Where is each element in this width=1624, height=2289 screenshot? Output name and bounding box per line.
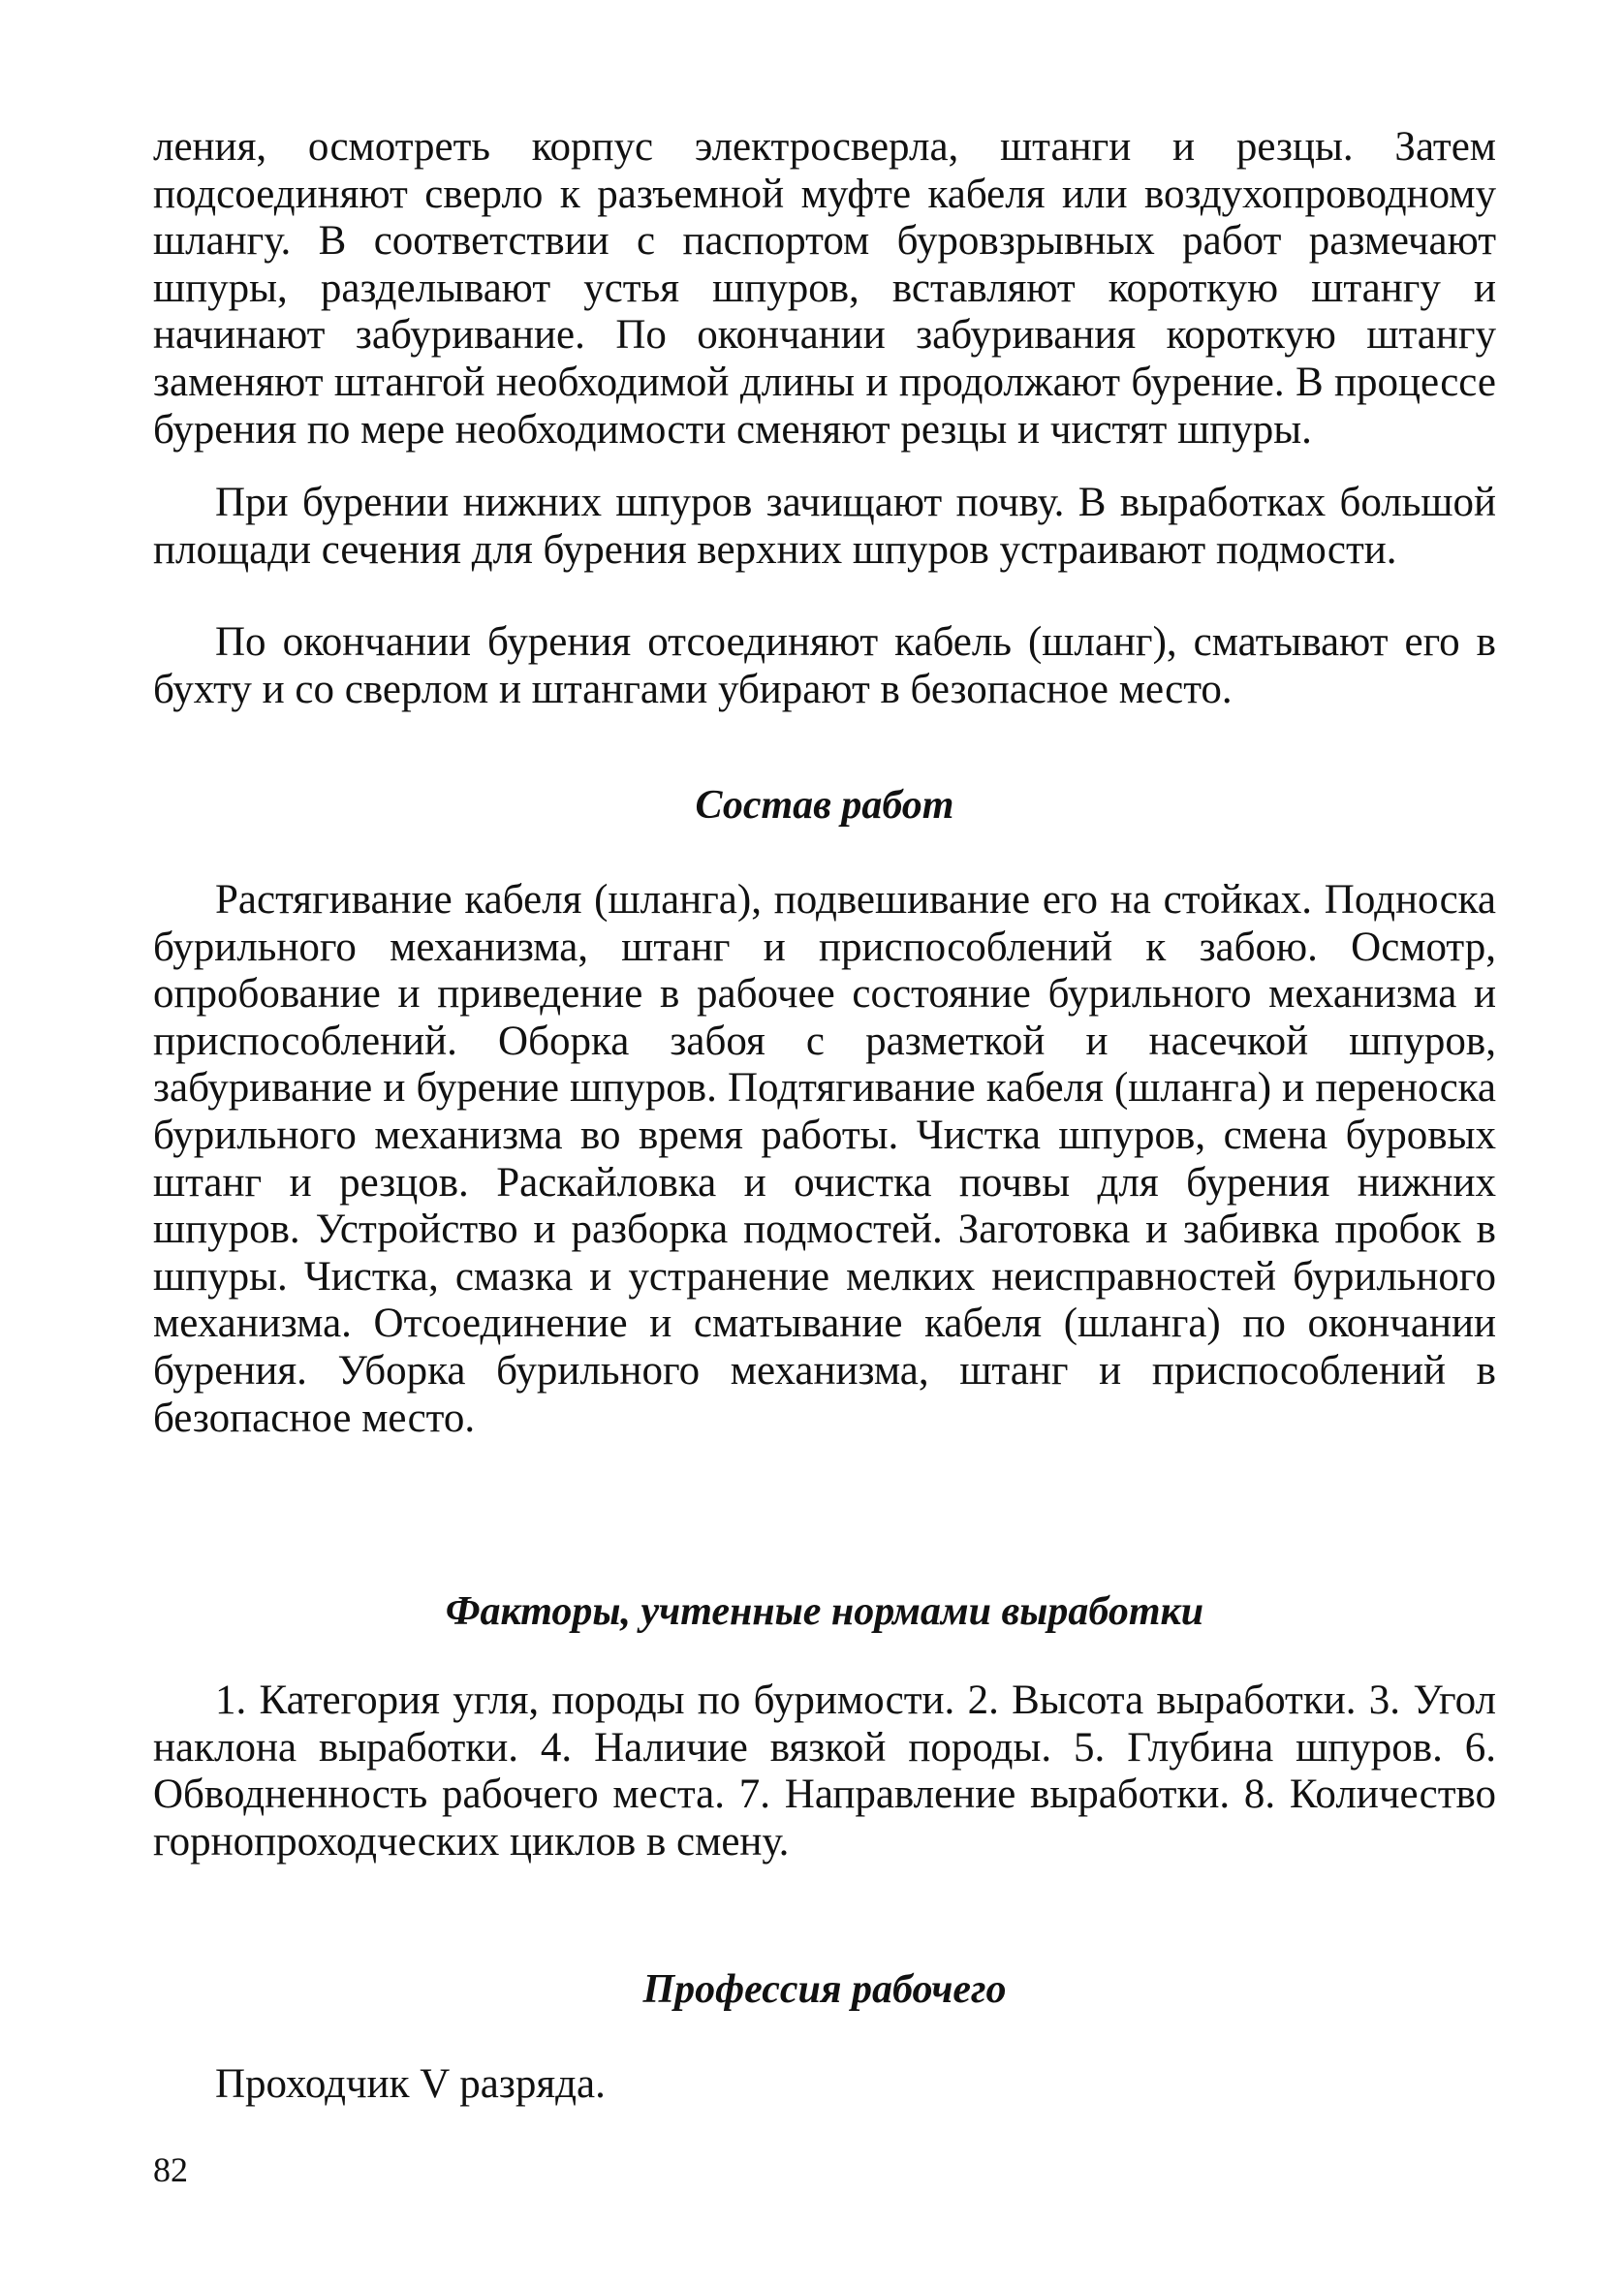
- paragraph-profession: Проходчик V разряда.: [215, 2061, 606, 2107]
- paragraph-factors: 1. Категория угля, породы по буримости. 2. Высота выработки. 3. Угол наклона выработки. 4. Наличие вязкой породы. 5. Глубина шпуров. 6. Обводненность рабочего места. 7. Направление выработки. 8. Количество горнопроходческих циклов в смену.: [153, 1678, 1496, 1865]
- section-heading-profession: Профессия рабочего: [642, 1967, 1007, 2012]
- page-number: 82: [153, 2150, 188, 2189]
- paragraph-after-drilling: По окончании бурения отсоединяют кабель (шланг), сматывают его в бухту и со сверлом и штангами убирают в безопасное место.: [153, 619, 1496, 712]
- section-heading-factors: Факторы, учтенные нормами выработки: [445, 1589, 1204, 1634]
- paragraph-work-composition: Растягивание кабеля (шланга), подвешивание его на стойках. Подноска бурильного механизма, штанг и приспособлений к забою. Осмотр, опробование и приведение в рабочее состояние бурильного механизма и приспособлений. Оборка забоя с разметкой и насечкой шпуров, забуривание и бурение шпуров. Подтягивание кабеля (шланга) и переноска бурильного механизма во время работы. Чистка шпуров, смена буровых штанг и резцов. Раскайловка и очистка почвы для бурения нижних шпуров. Устройство и разборка подмостей. Заготовка и забивка пробок в шпуры. Чистка, смазка и устранение мелких неисправностей бурильного механизма. Отсоединение и сматывание кабеля (шланга) по окончании бурения. Уборка бурильного механизма, штанг и приспособлений в безопасное место.: [153, 877, 1496, 1441]
- section-heading-work-composition: Состав работ: [695, 783, 954, 828]
- paragraph-lower-holes: При бурении нижних шпуров зачищают почву. В выработках большой площади сечения для бурения верхних шпуров устраивают подмости.: [153, 480, 1496, 573]
- paragraph-continuation: ления, осмотреть корпус электросверла, штанги и резцы. Затем подсоединяют сверло к разъемной муфте кабеля или воздухопроводному шлангу. В соответствии с паспортом буровзрывных работ размечают шпуры, разделывают устья шпуров, вставляют короткую штангу и начинают забуривание. По окончании забуривания короткую штангу заменяют штангой необходимой длины и продолжают бурение. В процессе бурения по мере необходимости сменяют резцы и чистят шпуры.: [153, 124, 1496, 453]
